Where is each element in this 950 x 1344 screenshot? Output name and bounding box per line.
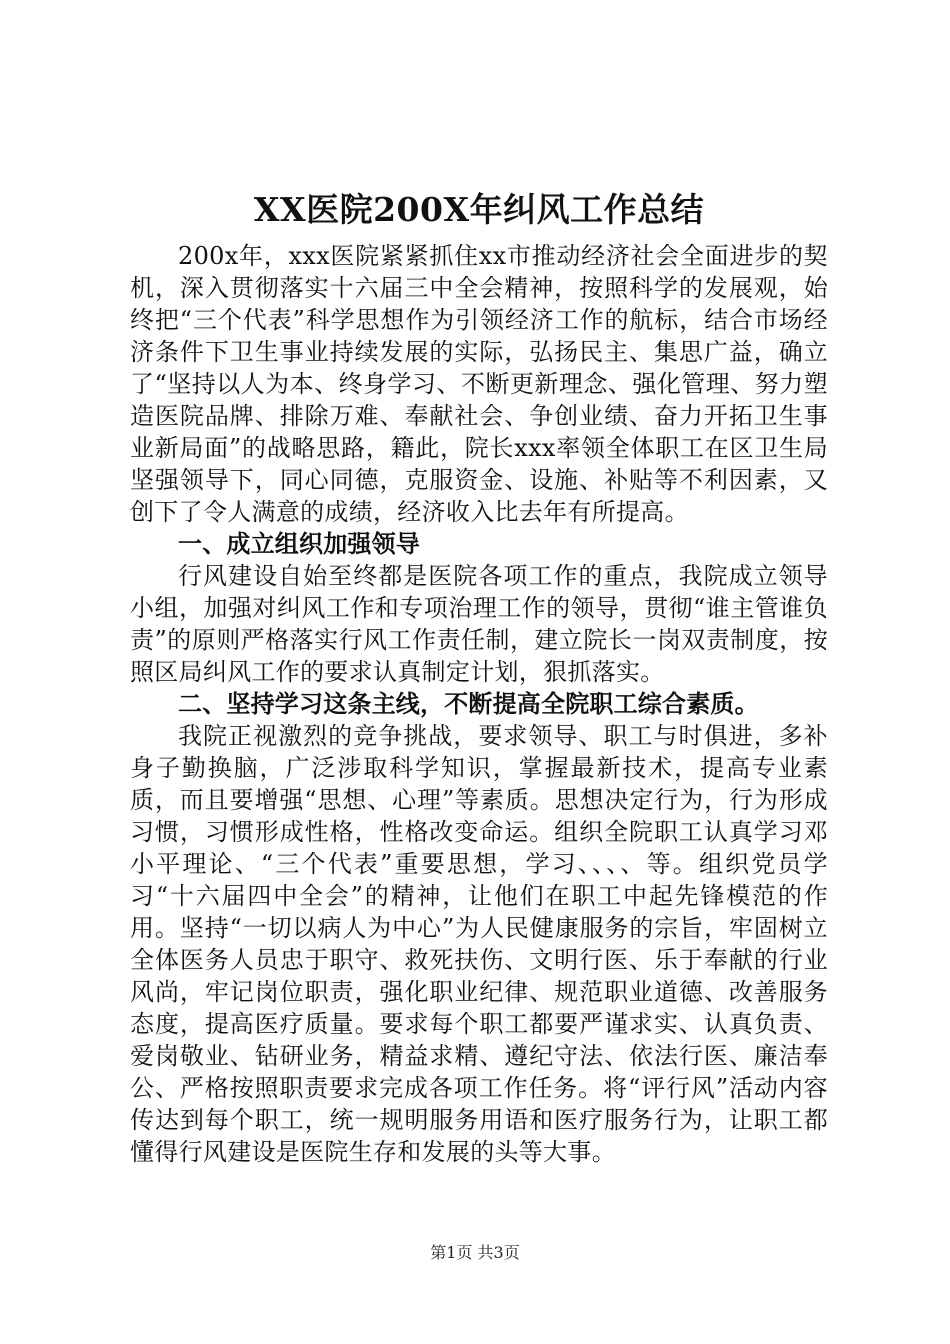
section-heading-2: 二、坚持学习这条主线，不断提高全院职工综合素质。	[178, 690, 759, 718]
document-body	[130, 186, 828, 1168]
section-1-paragraph: 行风建设自始至终都是医院各项工作的重点，我院成立领导小组，加强对纠风工作和专项治理工作的领导，贯彻“谁主管谁负责”的原则严格落实行风工作责任制，建立院长一岗双责制度，按照区局纠风工作的要求认真制定计划，狠抓落实。	[130, 562, 828, 686]
page-number-footer: 第1页 共3页	[430, 1243, 520, 1262]
section-2-paragraph: 我院正视激烈的竞争挑战，要求领导、职工与时俱进，多补身子勤换脑，广泛涉取科学知识，掌握最新技术，提高专业素质，而且要增强“思想、心理”等素质。思想决定行为，行为形成习惯，习惯形成性格，性格改变命运。组织全院职工认真学习邓小平理论、“三个代表”重要思想，学习、、、、等。组织党员学习“十六届四中全会”的精神，让他们在职工中起先锋模范的作用。坚持“一切以病人为中心”为人民健康服务的宗旨，牢固树立全体医务人员忠于职守、救死扶伤、文明行医、乐于奉献的行业风尚，牢记岗位职责，强化职业纪律、规范职业道德、改善服务态度，提高医疗质量。要求每个职工都要严谨求实、认真负责、爱岗敬业、钻研业务，精益求精、遵纪守法、依法行医、廉洁奉公、严格按照职责要求完成各项工作任务。将“评行风”活动内容传达到每个职工，统一规明服务用语和医疗服务行为，让职工都懂得行风建设是医院生存和发展的头等大事。	[130, 722, 828, 1166]
document-title: XX医院200X年纠风工作总结	[253, 190, 705, 229]
intro-paragraph: 200x年，xxx医院紧紧抓住xx市推动经济社会全面进步的契机，深入贯彻落实十六届三中全会精神，按照科学的发展观，始终把“三个代表”科学思想作为引领经济工作的航标，结合市场经济条件下卫生事业持续发展的实际，弘扬民主、集思广益，确立了“坚持以人为本、终身学习、不断更新理念、强化管理、努力塑造医院品牌、排除万难、奉献社会、争创业绩、奋力开拓卫生事业新局面”的战略思路，籍此，院长xxx率领全体职工在区卫生局坚强领导下，同心同德，克服资金、设施、补贴等不利因素，又创下了令人满意的成绩，经济收入比去年有所提高。	[130, 242, 828, 526]
section-heading-1: 一、成立组织加强领导	[178, 530, 420, 558]
